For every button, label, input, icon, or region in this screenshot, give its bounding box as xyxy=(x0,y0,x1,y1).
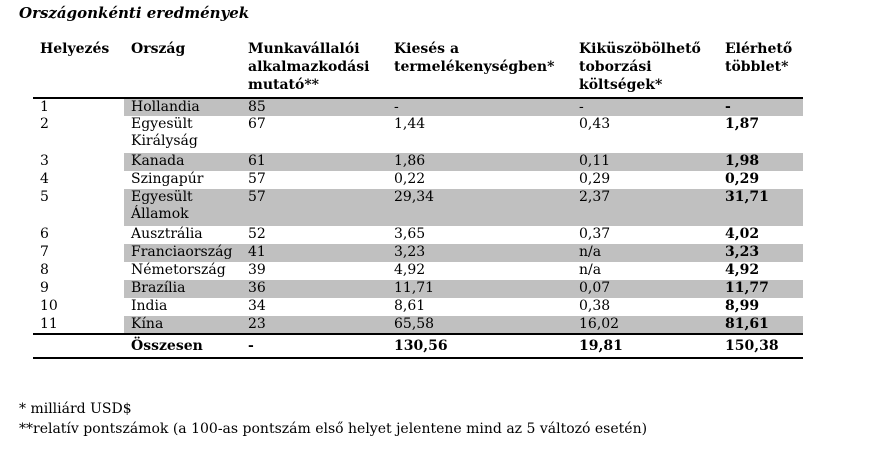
surplus-cell: 4,02 xyxy=(725,226,760,242)
footnote-usd: * milliárd USD$ xyxy=(19,401,132,417)
country-cell: Brazília xyxy=(124,280,241,298)
cost-cell: - xyxy=(572,98,718,116)
surplus-cell: 31,71 xyxy=(718,189,803,226)
rank-cell: 11 xyxy=(33,316,124,334)
surplus-cell: 81,61 xyxy=(718,316,803,334)
cost-cell: n/a xyxy=(579,262,602,278)
country-cell: India xyxy=(131,298,168,314)
header-loss: Kiesés a termelékenységben* xyxy=(387,38,572,98)
surplus-cell: 4,92 xyxy=(725,262,760,278)
rank-cell: 9 xyxy=(40,280,49,296)
loss-cell: 1,44 xyxy=(394,116,426,132)
total-cost: 19,81 xyxy=(572,334,718,358)
header-rank: Helyezés xyxy=(33,38,124,98)
loss-cell: 11,71 xyxy=(387,280,572,298)
loss-cell: 0,22 xyxy=(394,171,426,187)
rank-cell: 6 xyxy=(40,226,49,242)
loss-cell: 65,58 xyxy=(387,316,572,334)
country-cell: Kína xyxy=(124,316,241,334)
header-surplus: Elérhető többlet* xyxy=(718,38,803,98)
table-row xyxy=(33,189,803,226)
cost-cell: 0,43 xyxy=(579,116,611,132)
index-cell: 85 xyxy=(241,98,387,116)
cost-cell: 0,29 xyxy=(579,171,611,187)
country-cell: Ausztrália xyxy=(131,226,203,242)
total-surplus: 150,38 xyxy=(718,334,803,358)
index-cell: 67 xyxy=(248,116,266,132)
rank-cell: 3 xyxy=(40,153,49,169)
index-cell: 34 xyxy=(248,298,266,314)
index-cell: 23 xyxy=(241,316,387,334)
surplus-cell: 8,99 xyxy=(725,298,760,314)
rank-cell: 1 xyxy=(40,99,49,115)
country-cell: Franciaország xyxy=(124,244,241,262)
cost-cell: 2,37 xyxy=(572,189,718,226)
rank-cell: 4 xyxy=(40,171,49,187)
footnotes xyxy=(19,399,647,439)
cost-cell: 0,11 xyxy=(572,153,718,171)
total-index: - xyxy=(241,334,387,358)
table-row xyxy=(33,153,803,171)
surplus-cell: 3,23 xyxy=(718,244,803,262)
country-cell: Kanada xyxy=(124,153,241,171)
index-cell: 36 xyxy=(241,280,387,298)
surplus-cell: - xyxy=(718,98,803,116)
table-row xyxy=(33,116,803,153)
country-cell: Egyesült Királyság xyxy=(131,116,198,149)
loss-cell: 4,92 xyxy=(394,262,426,278)
total-label: Összesen xyxy=(124,334,241,358)
index-cell: 61 xyxy=(241,153,387,171)
rank-cell: 7 xyxy=(40,244,49,260)
index-cell: 57 xyxy=(248,171,266,187)
index-cell: 39 xyxy=(248,262,266,278)
header-index: Munkavállalói alkalmazkodási mutató** xyxy=(241,38,387,98)
total-loss: 130,56 xyxy=(387,334,572,358)
surplus-cell: 1,98 xyxy=(718,153,803,171)
table-row xyxy=(33,171,803,189)
loss-cell: 29,34 xyxy=(387,189,572,226)
loss-cell: 8,61 xyxy=(394,298,426,314)
table-row xyxy=(33,280,803,298)
rank-cell: 2 xyxy=(40,116,49,132)
index-cell: 52 xyxy=(248,226,266,242)
table-title: Országonkénti eredmények xyxy=(19,4,250,22)
index-cell: 57 xyxy=(241,189,387,226)
cost-cell: 0,37 xyxy=(579,226,611,242)
loss-cell: 3,65 xyxy=(394,226,426,242)
cost-cell: 0,38 xyxy=(579,298,611,314)
surplus-cell: 0,29 xyxy=(725,171,760,187)
header-country: Ország xyxy=(124,38,241,98)
loss-cell: 3,23 xyxy=(387,244,572,262)
table-row xyxy=(33,226,803,244)
footnote-relative-score: **relatív pontszámok (a 100-as pontszám első helyet jelentene mind az 5 változó esetén) xyxy=(19,421,648,437)
table-row xyxy=(33,262,803,280)
header-cost: Kiküszöbölhető toborzási költségek* xyxy=(572,38,718,98)
country-cell: Egyesült Államok xyxy=(124,189,241,226)
cost-cell: n/a xyxy=(572,244,718,262)
table-row xyxy=(33,316,803,334)
index-cell: 41 xyxy=(241,244,387,262)
rank-cell: 10 xyxy=(40,298,58,314)
loss-cell: 1,86 xyxy=(387,153,572,171)
cost-cell: 16,02 xyxy=(572,316,718,334)
country-cell: Németország xyxy=(131,262,226,278)
country-cell: Hollandia xyxy=(124,98,241,116)
total-row xyxy=(33,334,803,358)
rank-cell: 8 xyxy=(40,262,49,278)
results-table xyxy=(33,38,803,359)
loss-cell: - xyxy=(387,98,572,116)
table-row xyxy=(33,98,803,116)
table-row xyxy=(33,244,803,262)
table-row xyxy=(33,298,803,316)
cost-cell: 0,07 xyxy=(572,280,718,298)
rank-cell: 5 xyxy=(40,189,49,205)
header-row xyxy=(33,38,803,98)
surplus-cell: 11,77 xyxy=(718,280,803,298)
country-cell: Szingapúr xyxy=(131,171,204,187)
surplus-cell: 1,87 xyxy=(725,116,760,132)
total-rank-cell xyxy=(33,334,124,358)
